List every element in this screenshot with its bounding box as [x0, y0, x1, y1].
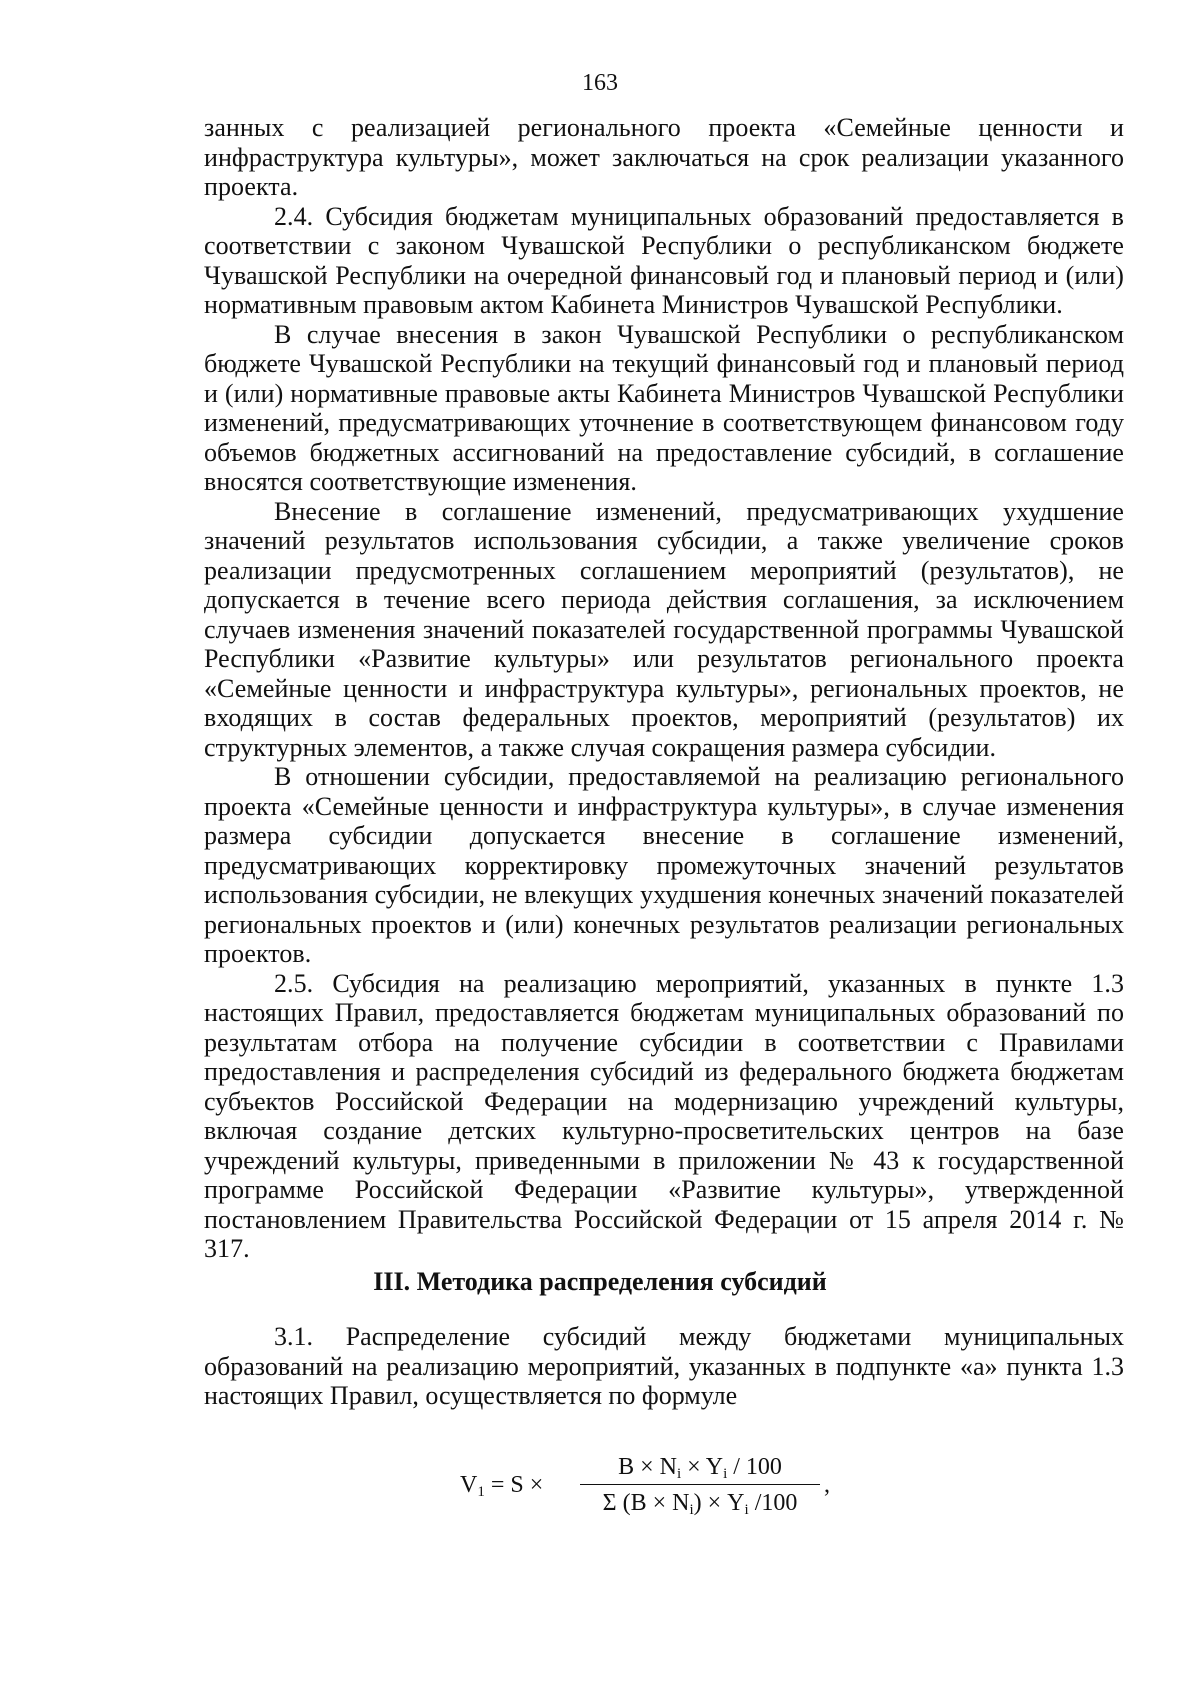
paragraph: занных с реализацией регионального проекта «Семейные ценности и инфраструктура культуры», может заключаться на срок реализации указанного проекта.: [204, 113, 1124, 201]
paragraph: В отношении субсидии, предоставляемой на реализацию регионального проекта «Семейные ценности и инфраструктура культуры», в случае изменения размера субсидии допускается внесение в соглашение изменений, предусматривающих корректировку промежуточных значений результатов использования субсидии, не влекущих ухудшения конечных значений показателей региональных проектов и (или) конечных результатов реализации региональных проектов.: [204, 762, 1124, 968]
formula-comma: ,: [824, 1472, 830, 1498]
distribution-formula: [460, 1452, 860, 1522]
formula-fraction: [580, 1452, 820, 1518]
paragraph: 2.5. Субсидия на реализацию мероприятий, указанных в пункте 1.3 настоящих Правил, предоставляется бюджетам муниципальных образований по результатам отбора на получение субсидии в соответствии с Правилами предоставления и распределения субсидий из федерального бюджета бюджетам субъектов Российской Федерации на модернизацию учреждений культуры, включая создание детских культурно-просветительских центров на базе учреждений культуры, приведенными в приложении № 43 к государственной программе Российской Федерации «Развитие культуры», утвержденной постановлением Правительства Российской Федерации от 15 апреля 2014 г. № 317.: [204, 968, 1124, 1263]
fraction-bar: [580, 1484, 820, 1485]
formula-numerator: $B \times N_i \times Y_i / 100$: [618, 1454, 782, 1482]
section-body-text: [204, 1322, 1124, 1411]
paragraph: В случае внесения в закон Чувашской Республики о республиканском бюджете Чувашской Республики на текущий финансовый год и плановый период и (или) нормативные правовые акты Кабинета Министров Чувашской Республики изменений, предусматривающих уточнение в соответствующем финансовом году объемов бюджетных ассигнований на предоставление субсидий, в соглашение вносятся соответствующие изменения.: [204, 319, 1124, 496]
body-text: [204, 113, 1124, 1264]
paragraph: 2.4. Субсидия бюджетам муниципальных образований предоставляется в соответствии с законом Чувашской Республики о республиканском бюджете Чувашской Республики на очередной финансовый год и плановый период и (или) нормативным правовым актом Кабинета Министров Чувашской Республики.: [204, 201, 1124, 319]
paragraph: Внесение в соглашение изменений, предусматривающих ухудшение значений результатов использования субсидии, а также увеличение сроков реализации предусмотренных соглашением мероприятий (результатов), не допускается в течение всего периода действия соглашения, за исключением случаев изменения значений показателей государственной программы Чувашской Республики «Развитие культуры» или результатов регионального проекта «Семейные ценности и инфраструктура культуры», региональных проектов, не входящих в состав федеральных проектов, мероприятий (результатов) их структурных элементов, а также случая сокращения размера субсидии.: [204, 496, 1124, 762]
page-number: 163: [582, 70, 618, 96]
formula-denominator: Σ $(B \times N_i) \times Y_i$ /100: [602, 1490, 798, 1518]
section-heading: III. Методика распределения субсидий: [373, 1267, 827, 1296]
paragraph: 3.1. Распределение субсидий между бюджетами муниципальных образований на реализацию мероприятий, указанных в подпункте «а» пункта 1.3 настоящих Правил, осуществляется по формуле: [204, 1322, 1124, 1410]
formula-lhs: $V_1 = S$ ×: [460, 1472, 550, 1500]
